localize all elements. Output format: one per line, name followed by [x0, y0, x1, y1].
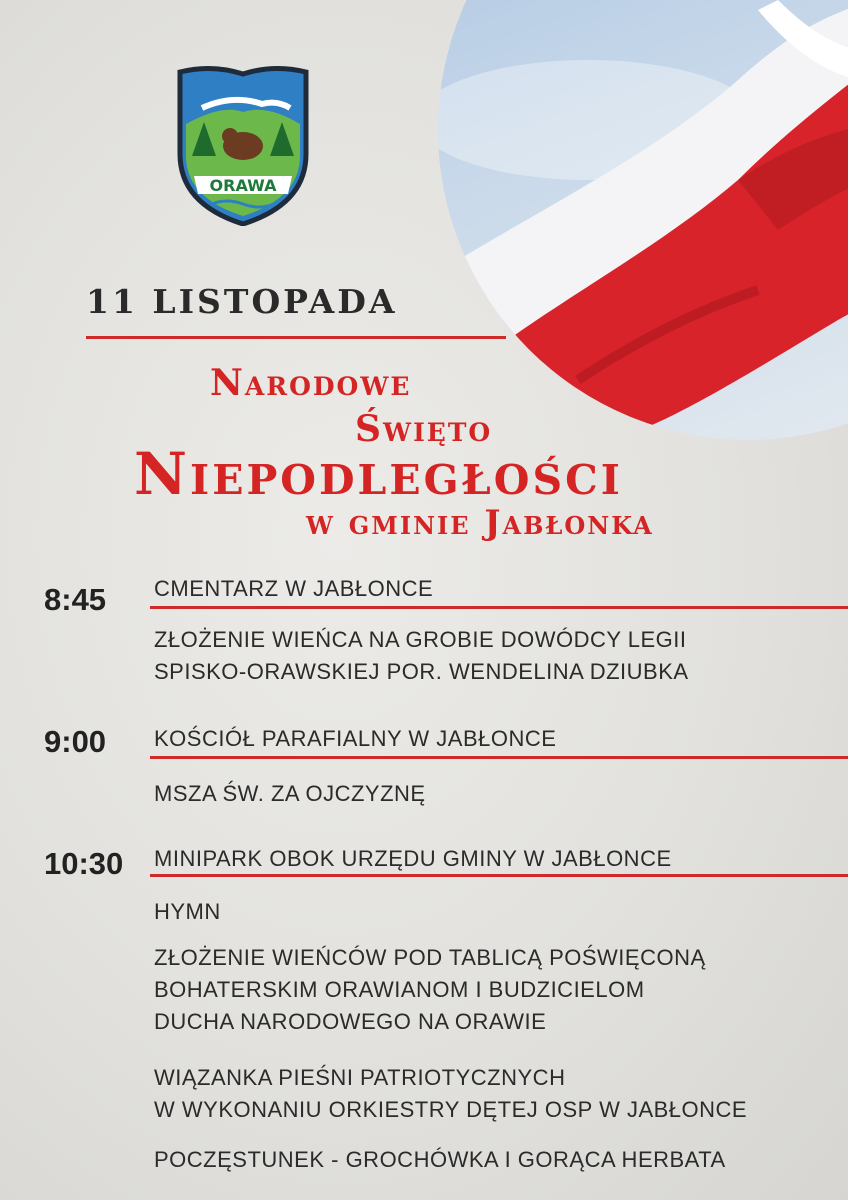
polish-flag-image: [438, 0, 848, 440]
schedule-venue: KOŚCIÓŁ PARAFIALNY W JABŁONCE: [154, 726, 557, 751]
schedule-time: 10:30: [44, 846, 124, 881]
schedule-divider: [150, 606, 848, 609]
schedule-item: WIĄZANKA PIEŚNI PATRIOTYCZNYCH W WYKONANIU ORKIESTRY DĘTEJ OSP W JABŁONCE: [154, 1065, 748, 1122]
schedule-time: 9:00: [44, 724, 107, 759]
schedule-item: POCZĘSTUNEK - GROCHÓWKA I GORĄCA HERBATA: [154, 1147, 726, 1172]
title-line-3: Niepodległości: [134, 440, 623, 508]
schedule-venue: CMENTARZ W JABŁONCE: [154, 576, 434, 601]
orawa-crest-logo: [172, 64, 314, 226]
title-line-4: w gminie Jabłonka: [306, 503, 654, 543]
schedule-divider: [150, 874, 848, 877]
title-line-1: Narodowe: [210, 362, 412, 404]
schedule-item: ZŁOŻENIE WIEŃCA NA GROBIE DOWÓDCY LEGII SPISKO-ORAWSKIEJ POR. WENDELINA DZIUBKA: [154, 627, 689, 684]
schedule-venue: MINIPARK OBOK URZĘDU GMINY W JABŁONCE: [154, 846, 672, 871]
svg-text:ORAWA: ORAWA: [209, 176, 277, 195]
date-divider: [86, 336, 506, 339]
title-line-2: Święto: [355, 408, 493, 450]
schedule-item: MSZA ŚW. ZA OJCZYZNĘ: [154, 781, 426, 806]
schedule-item: ZŁOŻENIE WIEŃCÓW POD TABLICĄ POŚWIĘCONĄ BOHATERSKIM ORAWIANOM I BUDZICIELOM DUCHA NARODOWEGO NA ORAWIE: [154, 945, 706, 1034]
event-date: 11 LISTOPADA: [86, 282, 398, 321]
schedule-time: 8:45: [44, 582, 107, 617]
schedule-divider: [150, 756, 848, 759]
schedule-item: HYMN: [154, 899, 221, 924]
